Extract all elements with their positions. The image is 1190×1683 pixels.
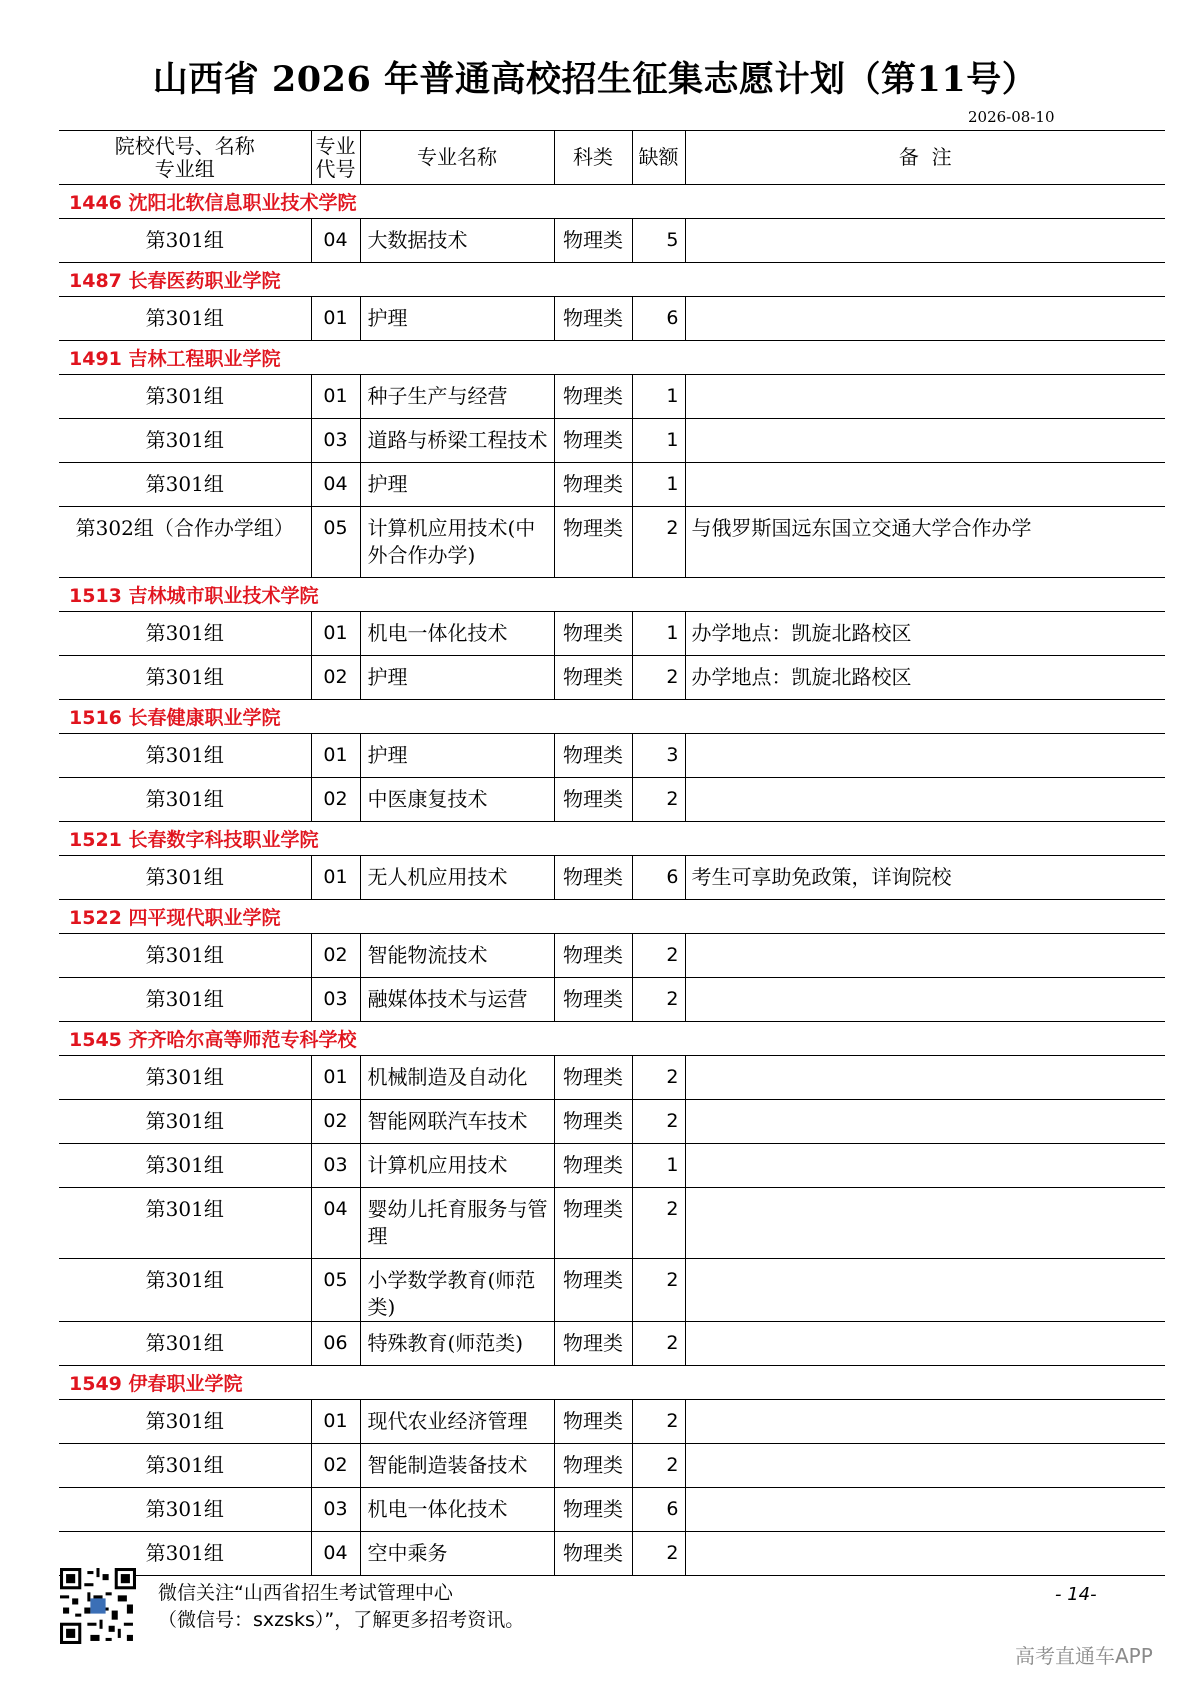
category-cell: 物理类 [554,1259,632,1322]
vacancy-cell: 2 [632,1400,685,1444]
category-cell: 物理类 [554,1144,632,1188]
table-row [59,1400,1165,1444]
vacancy-cell: 6 [632,856,685,900]
watermark: 高考直通车APP [1015,1644,1153,1668]
major-name-cell: 空中乘务 [360,1532,554,1576]
category-cell: 物理类 [554,463,632,507]
group-cell: 第301组 [59,1259,311,1322]
header-note: 备 注 [685,131,1165,185]
table-header [59,131,1165,185]
major-name-cell: 护理 [360,656,554,700]
table-row [59,1144,1165,1188]
major-code-cell: 02 [311,1100,360,1144]
table-row [59,612,1165,656]
category-cell: 物理类 [554,1444,632,1488]
note-cell [685,1188,1165,1259]
category-cell: 物理类 [554,375,632,419]
vacancy-cell: 6 [632,1488,685,1532]
major-name-cell: 特殊教育(师范类) [360,1322,554,1366]
category-cell: 物理类 [554,1188,632,1259]
school-title: 1487 长春医药职业学院 [59,263,1165,297]
note-cell: 与俄罗斯国远东国立交通大学合作办学 [685,507,1165,578]
group-cell: 第301组 [59,1056,311,1100]
vacancy-cell: 3 [632,734,685,778]
vacancy-cell: 2 [632,1259,685,1322]
vacancy-cell: 1 [632,463,685,507]
header-major: 专业名称 [360,131,554,185]
publish-date: 2026-08-10 [968,108,1055,126]
note-cell [685,419,1165,463]
major-code-cell: 03 [311,978,360,1022]
note-cell [685,1100,1165,1144]
category-cell: 物理类 [554,934,632,978]
school-title: 1513 吉林城市职业技术学院 [59,578,1165,612]
table-row [59,978,1165,1022]
major-code-cell: 03 [311,1488,360,1532]
header-code: 专业 代号 [311,131,360,185]
header-school: 院校代号、名称 专业组 [59,131,311,185]
note-cell [685,1532,1165,1576]
vacancy-cell: 2 [632,1056,685,1100]
note-cell: 办学地点：凯旋北路校区 [685,612,1165,656]
major-name-cell: 机电一体化技术 [360,612,554,656]
group-cell: 第301组 [59,1144,311,1188]
major-code-cell: 01 [311,1056,360,1100]
major-name-cell: 无人机应用技术 [360,856,554,900]
table-row [59,463,1165,507]
vacancy-cell: 2 [632,507,685,578]
footer-line-1: 微信关注“山西省招生考试管理中心 [158,1582,453,1604]
group-cell: 第301组 [59,778,311,822]
group-cell: 第301组 [59,419,311,463]
school-row [59,185,1165,219]
footer-note [158,1580,524,1634]
major-code-cell: 02 [311,778,360,822]
note-cell [685,978,1165,1022]
major-name-cell: 种子生产与经营 [360,375,554,419]
note-cell [685,1444,1165,1488]
major-code-cell: 03 [311,1144,360,1188]
header-vacancy: 缺额 [632,131,685,185]
major-code-cell: 01 [311,297,360,341]
major-code-cell: 06 [311,1322,360,1366]
major-code-cell: 03 [311,419,360,463]
major-name-cell: 智能制造装备技术 [360,1444,554,1488]
note-cell [685,934,1165,978]
group-cell: 第301组 [59,375,311,419]
table-row [59,507,1165,578]
group-cell: 第301组 [59,1532,311,1576]
header-category: 科类 [554,131,632,185]
school-title: 1516 长春健康职业学院 [59,700,1165,734]
group-cell: 第301组 [59,934,311,978]
page-number: - 14- [1055,1584,1097,1605]
vacancy-cell: 2 [632,1532,685,1576]
note-cell [685,778,1165,822]
major-code-cell: 02 [311,656,360,700]
school-title: 1521 长春数字科技职业学院 [59,822,1165,856]
major-name-cell: 智能网联汽车技术 [360,1100,554,1144]
table-row [59,1056,1165,1100]
group-cell: 第301组 [59,612,311,656]
major-code-cell: 05 [311,507,360,578]
table-row [59,778,1165,822]
category-cell: 物理类 [554,1532,632,1576]
major-name-cell: 机械制造及自动化 [360,1056,554,1100]
category-cell: 物理类 [554,419,632,463]
note-cell [685,463,1165,507]
group-cell: 第301组 [59,297,311,341]
major-code-cell: 02 [311,934,360,978]
major-code-cell: 04 [311,219,360,263]
table-row [59,1532,1165,1576]
vacancy-cell: 1 [632,1144,685,1188]
school-row [59,1366,1165,1400]
vacancy-cell: 5 [632,219,685,263]
footer-line-2: （微信号：sxzsks）”，了解更多招考资讯。 [158,1609,525,1631]
group-cell: 第301组 [59,1322,311,1366]
table-row [59,1259,1165,1322]
table-row [59,734,1165,778]
school-row [59,578,1165,612]
note-cell [685,375,1165,419]
category-cell: 物理类 [554,1322,632,1366]
school-row [59,341,1165,375]
table-row [59,219,1165,263]
major-name-cell: 护理 [360,734,554,778]
vacancy-cell: 2 [632,1188,685,1259]
major-name-cell: 计算机应用技术(中外合作办学) [360,507,554,578]
group-cell: 第301组 [59,463,311,507]
vacancy-cell: 2 [632,934,685,978]
major-name-cell: 智能物流技术 [360,934,554,978]
table-row [59,934,1165,978]
major-code-cell: 01 [311,734,360,778]
note-cell [685,1322,1165,1366]
group-cell: 第301组 [59,219,311,263]
group-cell: 第301组 [59,1444,311,1488]
school-title: 1522 四平现代职业学院 [59,900,1165,934]
category-cell: 物理类 [554,1056,632,1100]
note-cell: 办学地点：凯旋北路校区 [685,656,1165,700]
category-cell: 物理类 [554,507,632,578]
table-row [59,1100,1165,1144]
table-row [59,856,1165,900]
group-cell: 第301组 [59,1100,311,1144]
note-cell [685,1400,1165,1444]
vacancy-cell: 2 [632,1322,685,1366]
table-row [59,1322,1165,1366]
group-cell: 第301组 [59,1488,311,1532]
vacancy-cell: 1 [632,375,685,419]
page-title: 山西省 2026 年普通高校招生征集志愿计划（第11号） [152,59,1038,100]
category-cell: 物理类 [554,1100,632,1144]
group-cell: 第301组 [59,978,311,1022]
school-title: 1491 吉林工程职业学院 [59,341,1165,375]
school-title: 1549 伊春职业学院 [59,1366,1165,1400]
table-row [59,656,1165,700]
category-cell: 物理类 [554,778,632,822]
note-cell [685,297,1165,341]
school-row [59,263,1165,297]
vacancy-cell: 2 [632,978,685,1022]
major-code-cell: 01 [311,856,360,900]
major-code-cell: 05 [311,1259,360,1322]
vacancy-cell: 2 [632,778,685,822]
major-code-cell: 04 [311,1532,360,1576]
school-row [59,822,1165,856]
qr-code-icon [60,1568,136,1644]
major-code-cell: 01 [311,612,360,656]
vacancy-cell: 2 [632,656,685,700]
category-cell: 物理类 [554,1488,632,1532]
table-row [59,297,1165,341]
major-name-cell: 大数据技术 [360,219,554,263]
table-row [59,375,1165,419]
note-cell [685,219,1165,263]
category-cell: 物理类 [554,219,632,263]
major-name-cell: 机电一体化技术 [360,1488,554,1532]
group-cell: 第301组 [59,1188,311,1259]
note-cell [685,1488,1165,1532]
major-name-cell: 婴幼儿托育服务与管理 [360,1188,554,1259]
school-row [59,1022,1165,1056]
category-cell: 物理类 [554,612,632,656]
major-name-cell: 计算机应用技术 [360,1144,554,1188]
group-cell: 第301组 [59,1400,311,1444]
major-name-cell: 中医康复技术 [360,778,554,822]
enrollment-plan-table [59,130,1165,1576]
vacancy-cell: 2 [632,1100,685,1144]
school-row [59,900,1165,934]
vacancy-cell: 1 [632,419,685,463]
vacancy-cell: 2 [632,1444,685,1488]
major-code-cell: 01 [311,1400,360,1444]
vacancy-cell: 6 [632,297,685,341]
group-cell: 第301组 [59,734,311,778]
major-name-cell: 现代农业经济管理 [360,1400,554,1444]
major-name-cell: 融媒体技术与运营 [360,978,554,1022]
category-cell: 物理类 [554,978,632,1022]
table-row [59,1488,1165,1532]
category-cell: 物理类 [554,297,632,341]
note-cell [685,1144,1165,1188]
major-name-cell: 小学数学教育(师范类) [360,1259,554,1322]
group-cell: 第301组 [59,856,311,900]
school-title: 1545 齐齐哈尔高等师范专科学校 [59,1022,1165,1056]
major-code-cell: 01 [311,375,360,419]
major-code-cell: 04 [311,1188,360,1259]
major-name-cell: 道路与桥梁工程技术 [360,419,554,463]
school-title: 1446 沈阳北软信息职业技术学院 [59,185,1165,219]
group-cell: 第302组（合作办学组） [59,507,311,578]
note-cell [685,734,1165,778]
school-row [59,700,1165,734]
vacancy-cell: 1 [632,612,685,656]
category-cell: 物理类 [554,1400,632,1444]
note-cell [685,1259,1165,1322]
note-cell [685,1056,1165,1100]
category-cell: 物理类 [554,734,632,778]
category-cell: 物理类 [554,856,632,900]
note-cell: 考生可享助免政策，详询院校 [685,856,1165,900]
major-name-cell: 护理 [360,297,554,341]
table-row [59,1188,1165,1259]
major-code-cell: 04 [311,463,360,507]
major-code-cell: 02 [311,1444,360,1488]
table-row [59,1444,1165,1488]
table-row [59,419,1165,463]
group-cell: 第301组 [59,656,311,700]
category-cell: 物理类 [554,656,632,700]
major-name-cell: 护理 [360,463,554,507]
